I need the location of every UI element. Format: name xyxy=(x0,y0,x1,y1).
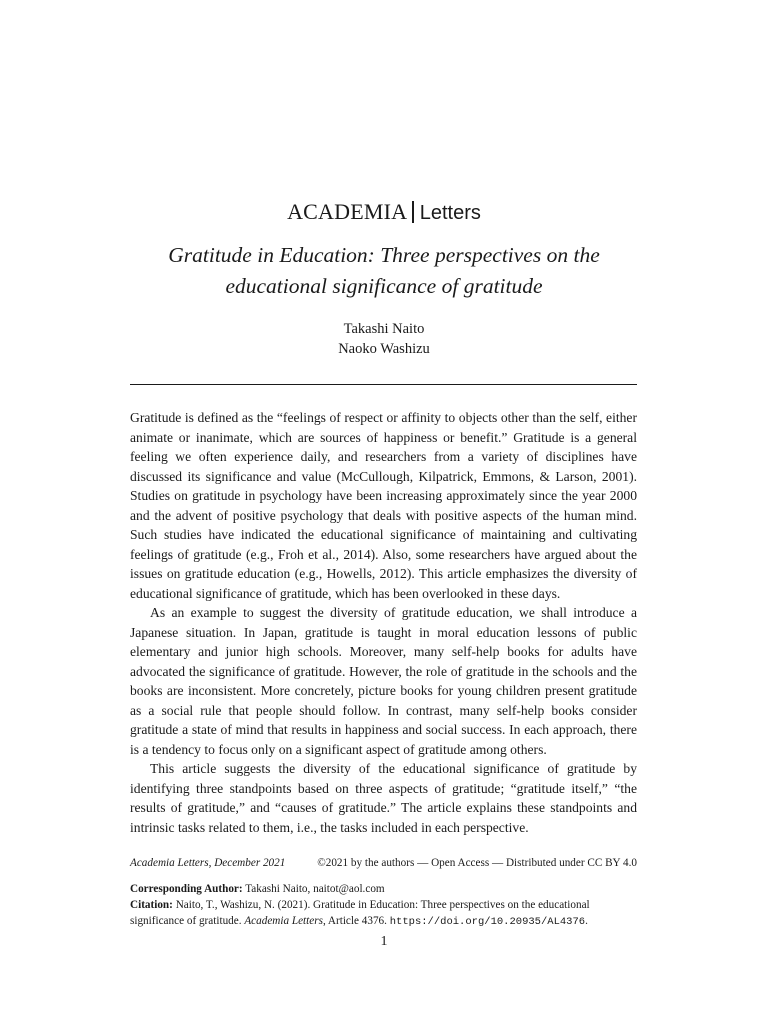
paper-title xyxy=(100,240,668,302)
masthead xyxy=(0,198,768,227)
citation-label: Citation: xyxy=(130,899,173,911)
citation-journal: Academia Letters xyxy=(244,915,323,927)
corresponding-author-label: Corresponding Author: xyxy=(130,883,243,895)
author-name: Naoko Washizu xyxy=(338,341,430,357)
title-divider xyxy=(130,384,637,385)
corresponding-author xyxy=(130,881,637,897)
citation-text: Naito, T., Washizu, N. (2021). Gratitude in Education: Three perspectives on the educational significance of gratitude. xyxy=(130,899,590,927)
author-name: Takashi Naito xyxy=(343,321,425,337)
body-paragraph: As an example to suggest the diversity of gratitude education, we shall introduce a Japanese situation. In Japan, gratitude is taught in moral education lessons of public elementary and junior high schools. Moreover, many self-help books for adults have advocated the significance of gratitude. However, the role of gratitude in the schools and the books are inconsistent. More concretely, picture books for young children present gratitude as a social rule that people should follow. In contrast, many self-help books consider gratitude a state of mind that results in happiness and social success. In each approach, there is a tendency to focus only on a significant aspect of gratitude among others. xyxy=(130,605,637,757)
body-paragraph: Gratitude is defined as the “feelings of respect or affinity to objects other than the self, either animate or inanimate, which are sources of happiness or benefit.” Gratitude is a general feeling we often experience daily, and researchers from a variety of disciplines have discussed its significance and value (McCullough, Kilpatrick, Emmons, & Larson, 2001). Studies on gratitude in psychology have been increasing approximately since the year 2000 and the advent of positive psychology that deals with positive aspects of the human mind. Such studies have indicated the educational significance of maintaining and cultivating feelings of gratitude (e.g., Froh et al., 2014). Also, some researchers have argued about the issues on gratitude education (e.g., Howells, 2012). This article emphasizes the diversity of educational significance of gratitude, which has been overlooked in these days. xyxy=(130,410,637,601)
author-list xyxy=(0,319,768,359)
masthead-section: Letters xyxy=(419,202,481,224)
paper-title-line-1: Gratitude in Education: Three perspectives on the xyxy=(168,243,600,267)
license-notice: ©2021 by the authors — Open Access — Distributed under CC BY 4.0 xyxy=(317,857,637,869)
citation xyxy=(130,897,637,930)
citation-article: , Article 4376. xyxy=(322,915,387,927)
page-number: 1 xyxy=(380,934,388,949)
citation-end: . xyxy=(585,915,588,927)
academia-logo: ACADEMIA xyxy=(287,199,408,224)
article-metadata xyxy=(130,881,637,930)
footer-journal-line xyxy=(130,855,637,871)
paper-title-line-2: educational significance of gratitude xyxy=(225,274,543,298)
body-text xyxy=(130,408,637,837)
body-paragraph: This article suggests the diversity of the educational significance of gratitude by identifying three standpoints based on three aspects of gratitude; “gratitude itself,” “the results of gratitude,” and “causes of gratitude.” The article explains these standpoints and intrinsic tasks related to them, i.e., the tasks included in each perspective. xyxy=(130,761,637,835)
citation-doi-link[interactable]: https://doi.org/10.20935/AL4376 xyxy=(389,916,586,928)
masthead-divider xyxy=(412,201,414,223)
corresponding-author-value: Takashi Naito, naitot@aol.com xyxy=(245,883,385,895)
journal-issue: Academia Letters, December 2021 xyxy=(130,857,286,869)
